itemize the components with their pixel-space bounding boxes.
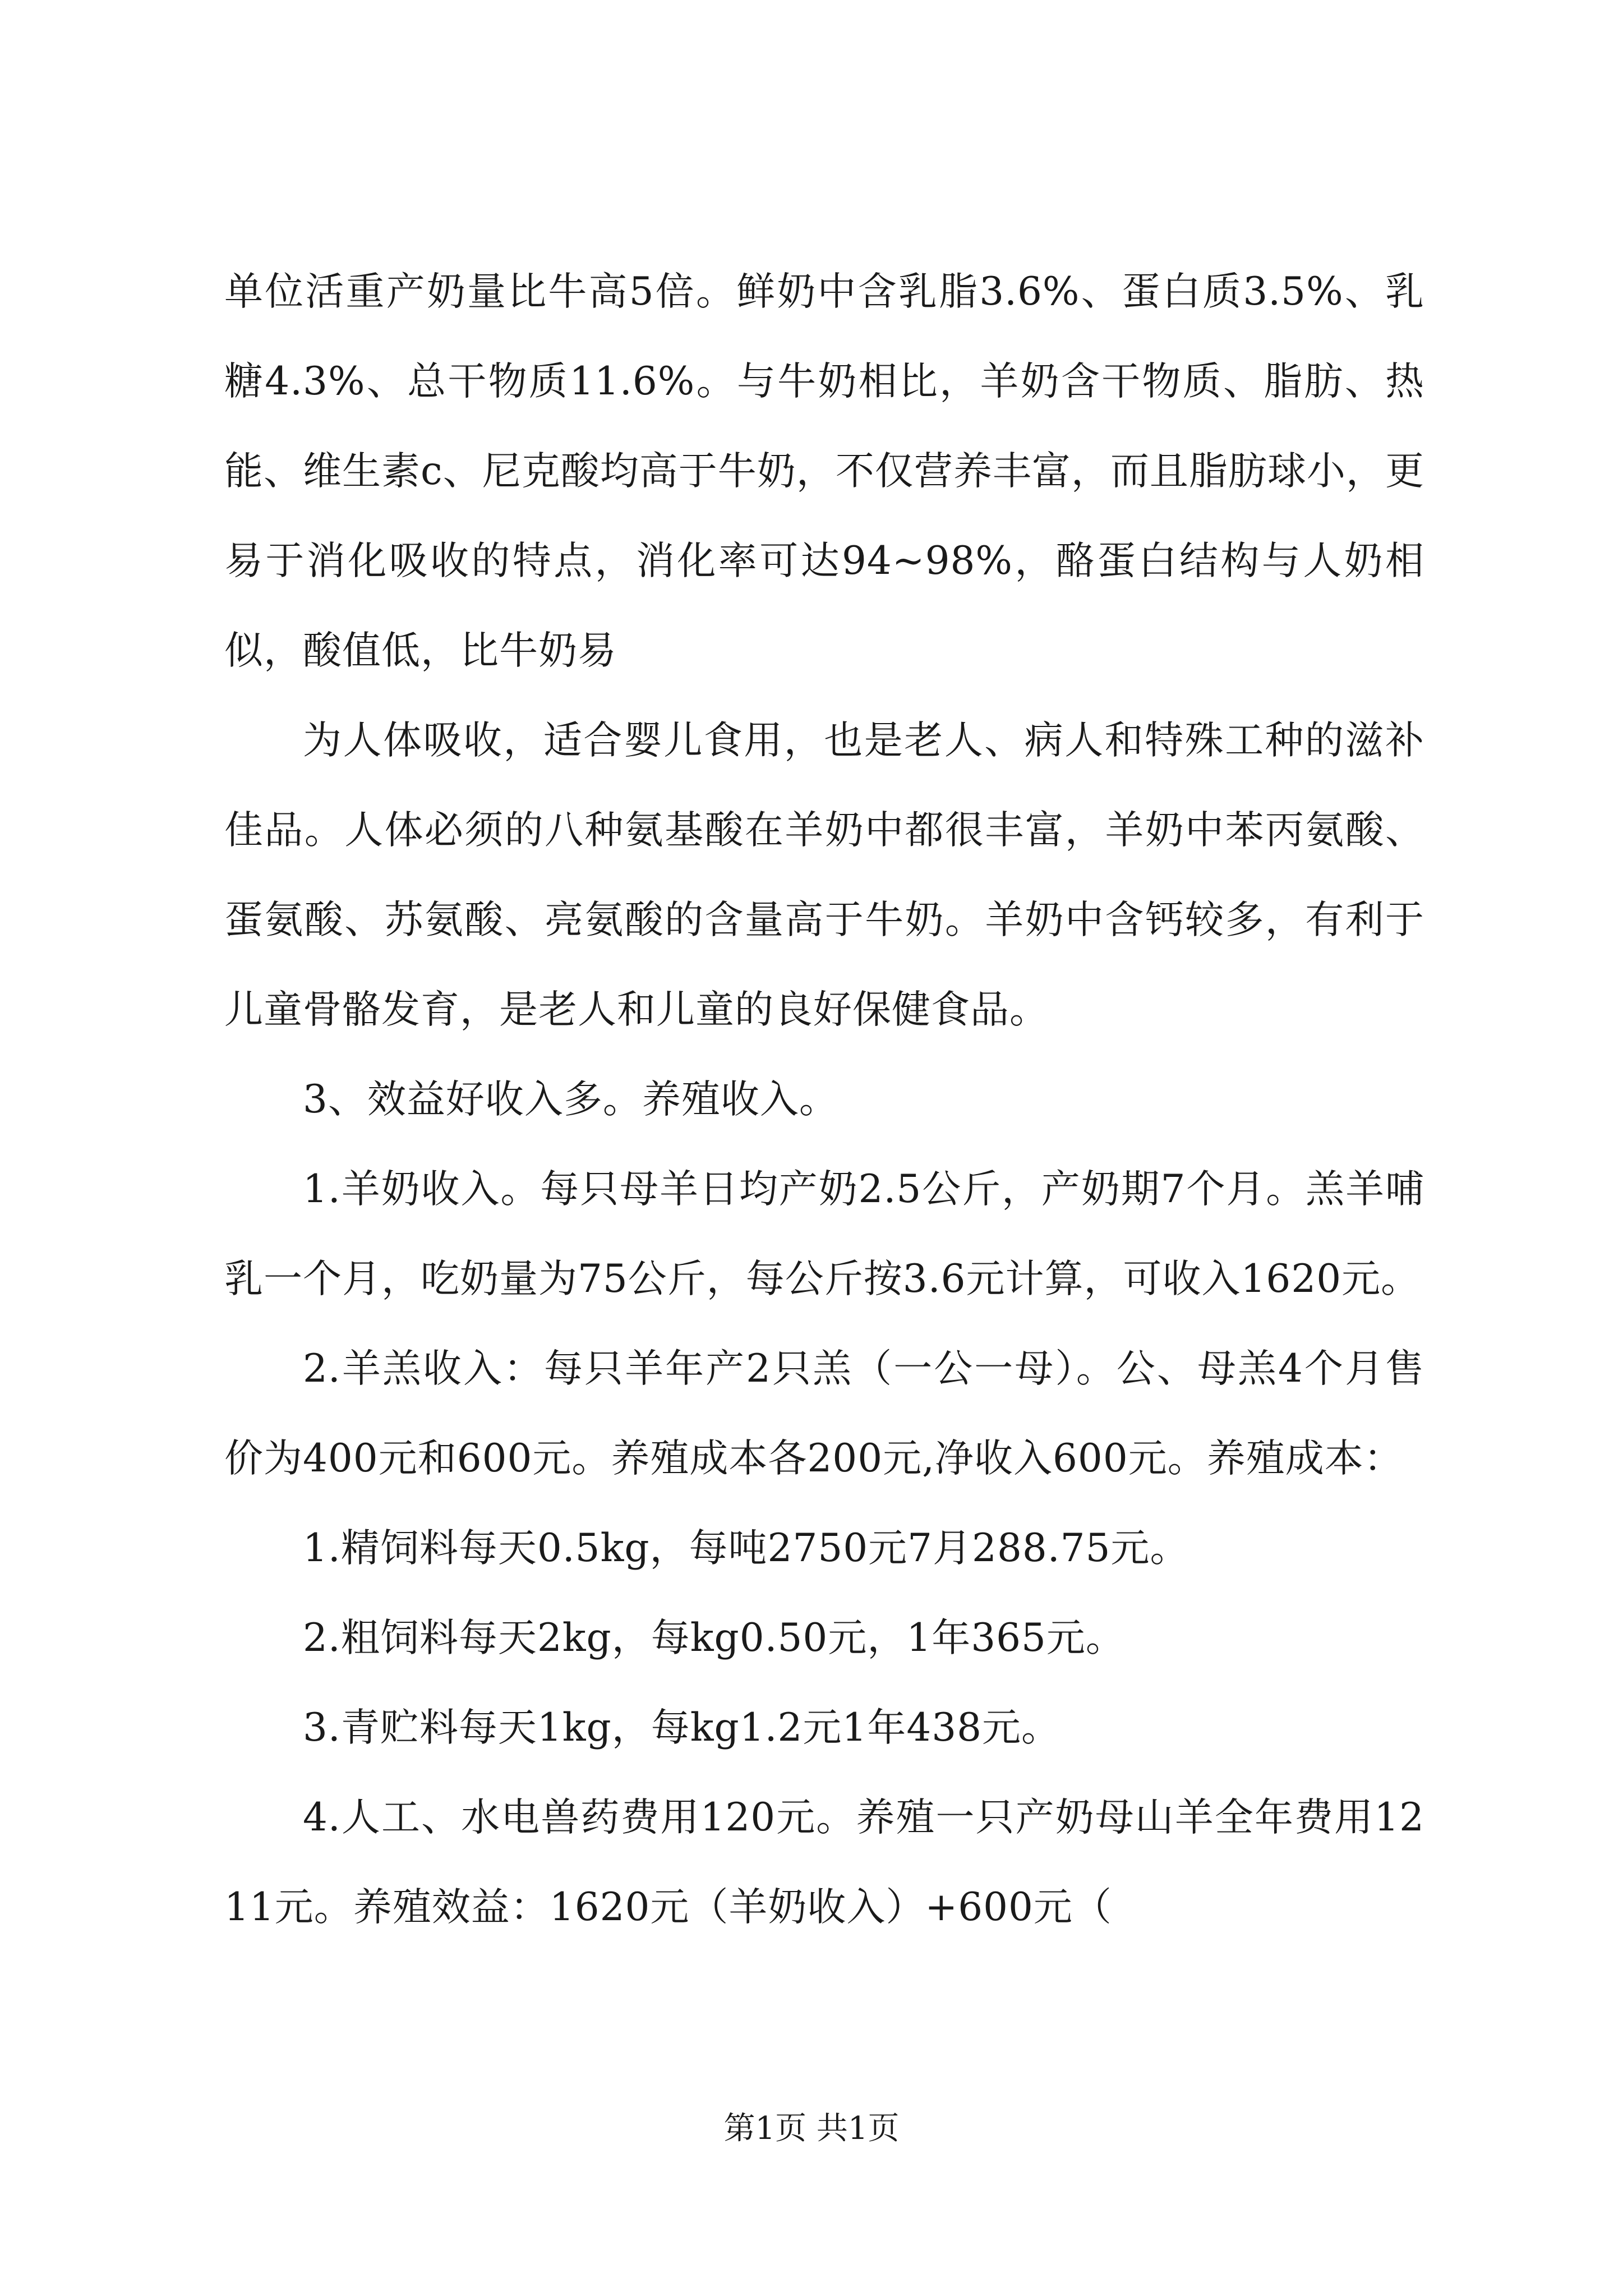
paragraph: 2.粗饲料每天2kg，每kg0.50元，1年365元。 bbox=[303, 1616, 1125, 1660]
paragraph: 单位活重产奶量比牛高5倍。鲜奶中含乳脂3.6%、蛋白质3.5%、乳糖4.3%、总干物质11.6%。与牛奶相比，羊奶含干物质、脂肪、热能、维生素c、尼克酸均高于牛奶，不仅营养丰富，而且脂肪球小，更易于消化吸收的特点，消化率可达94~98%，酪蛋白结构与人奶相似，酸值低，比牛奶易 bbox=[224, 269, 1424, 673]
document-body bbox=[224, 247, 1424, 1952]
paragraph: 2.羊羔收入：每只羊年产2只羔（一公一母）。公、母羔4个月售价为400元和600元。养殖成本各200元,净收入600元。养殖成本： bbox=[224, 1346, 1424, 1481]
paragraph: 1.精饲料每天0.5kg，每吨2750元7月288.75元。 bbox=[303, 1526, 1189, 1571]
paragraph: 3、效益好收入多。养殖收入。 bbox=[303, 1077, 838, 1122]
paragraph: 4.人工、水电兽药费用120元。养殖一只产奶母山羊全年费用1211元。养殖效益：1620元（羊奶收入）+600元（ bbox=[224, 1795, 1424, 1930]
paragraph: 1.羊奶收入。每只母羊日均产奶2.5公斤，产奶期7个月。羔羊哺乳一个月，吃奶量为75公斤，每公斤按3.6元计算，可收入1620元。 bbox=[224, 1167, 1424, 1301]
paragraph: 为人体吸收，适合婴儿食用，也是老人、病人和特殊工种的滋补佳品。人体必须的八种氨基酸在羊奶中都很丰富，羊奶中苯丙氨酸、蛋氨酸、苏氨酸、亮氨酸的含量高于牛奶。羊奶中含钙较多，有利于儿童骨骼发育，是老人和儿童的良好保健食品。 bbox=[224, 718, 1424, 1032]
page-footer: 第1页 共1页 bbox=[723, 2110, 900, 2147]
paragraph: 3.青贮料每天1kg，每kg1.2元1年438元。 bbox=[303, 1705, 1061, 1750]
